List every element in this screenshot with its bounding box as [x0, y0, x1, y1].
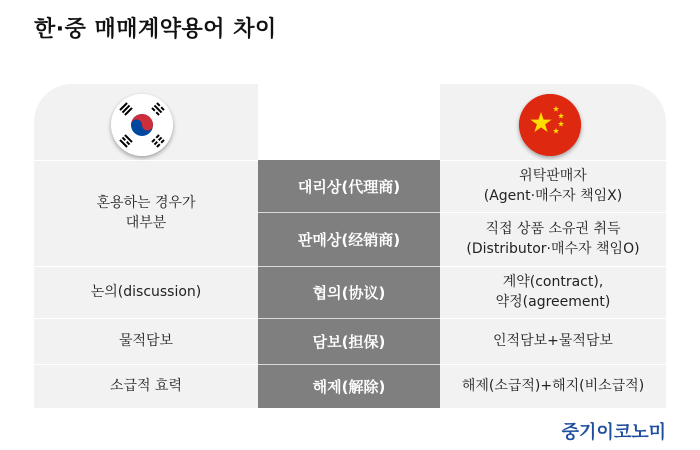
china-flag-icon — [519, 94, 581, 156]
term-cell: 해제(解除) — [312, 377, 386, 396]
chinese-meaning-cell: 직접 상품 소유권 취득 (Distributor·매수자 책임O) — [466, 221, 640, 257]
chinese-meaning-cell: 계약(contract), 약정(agreement) — [495, 274, 611, 310]
term-cell: 판매상(经销商) — [297, 230, 401, 249]
term-cell: 협의(协议) — [312, 283, 386, 302]
korean-usage-cell: 물적담보 — [118, 333, 174, 349]
brand-logo: 중기이코노미 — [561, 422, 666, 443]
chinese-meaning-cell: 인적담보+물적담보 — [493, 333, 613, 349]
term-cell: 대리상(代理商) — [297, 177, 401, 196]
chinese-meaning-cell: 해제(소급적)+해지(비소급적) — [461, 378, 645, 394]
korean-usage-cell: 혼용하는 경우가 대부분 — [96, 195, 196, 231]
chinese-meaning-cell: 위탁판매자 (Agent·매수자 책임X) — [483, 168, 623, 204]
korean-usage-cell: 논의(discussion) — [90, 284, 202, 300]
korea-flag-icon — [111, 94, 173, 156]
page-title: 한·중 매매계약용어 차이 — [34, 17, 277, 42]
korean-usage-cell: 소급적 효력 — [109, 378, 183, 394]
term-cell: 담보(担保) — [312, 332, 386, 351]
